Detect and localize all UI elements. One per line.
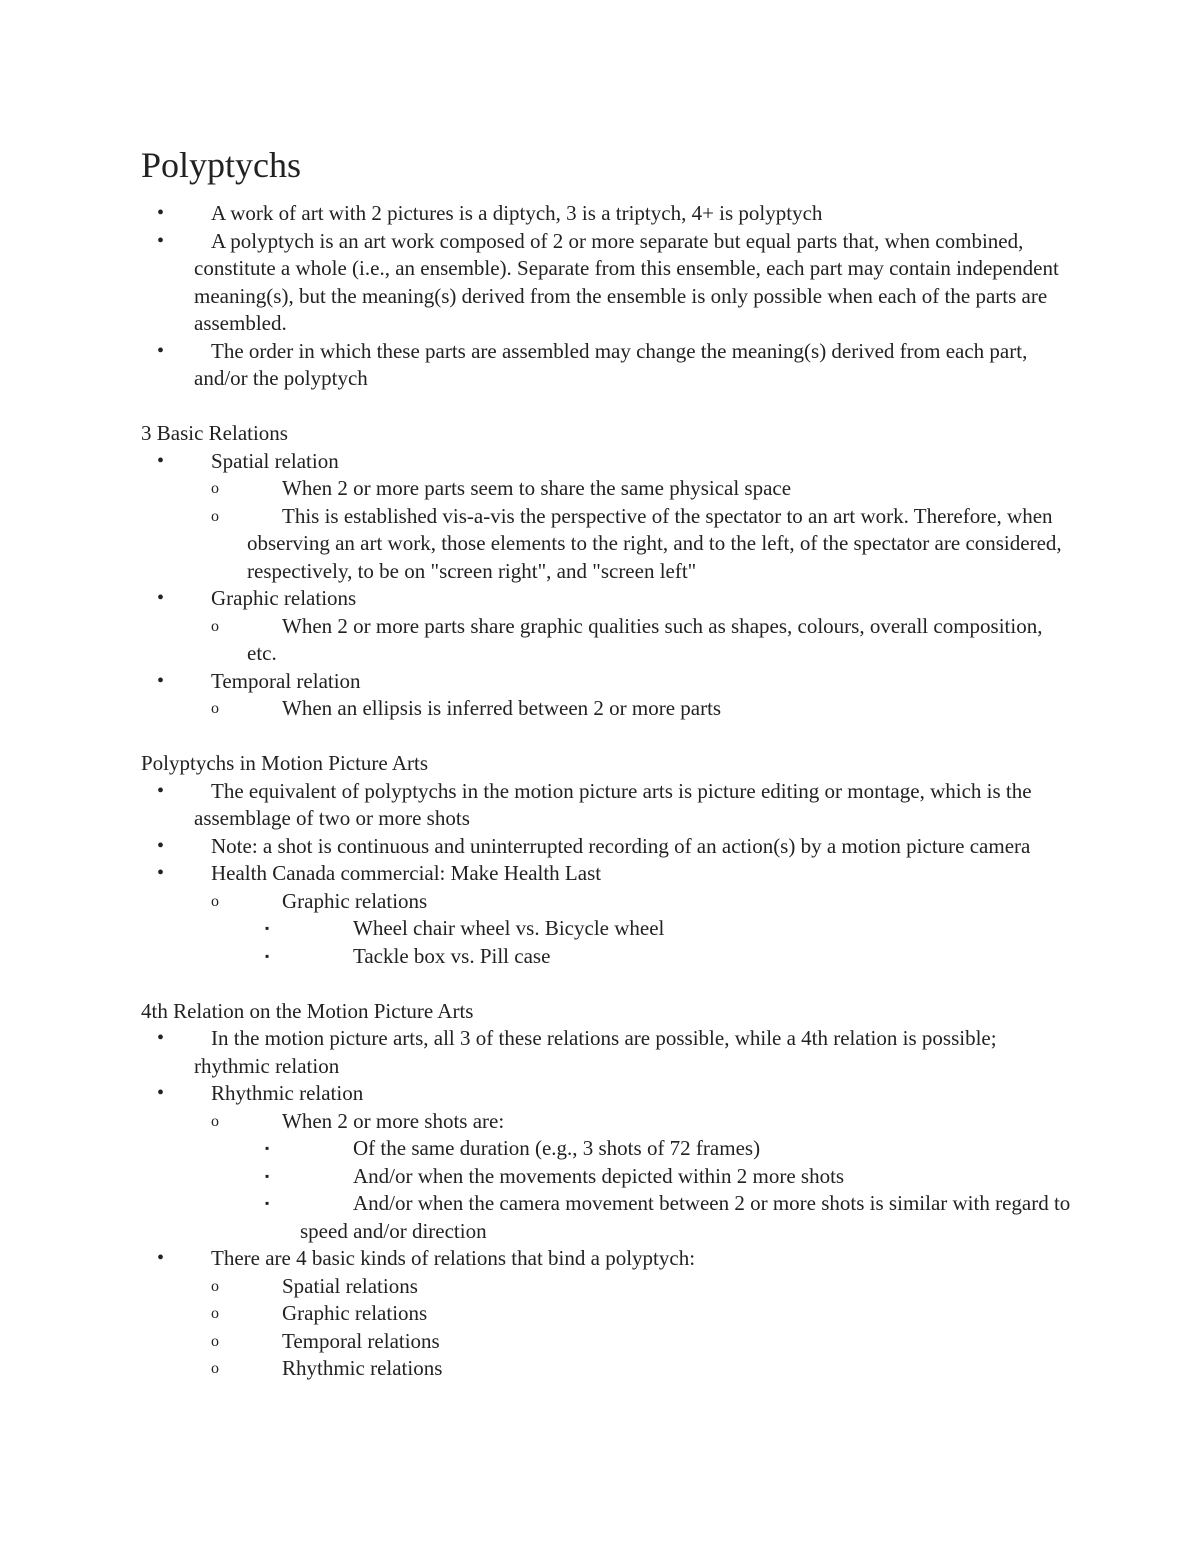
list-item (141, 1190, 1071, 1245)
bullet-icon: • (157, 1082, 165, 1104)
circle-bullet-icon: o (211, 1277, 219, 1295)
bullet-icon: • (157, 339, 165, 362)
list-item (141, 915, 1071, 943)
list-item-text: Temporal relations (282, 1328, 440, 1353)
bullet-icon: • (157, 669, 165, 692)
rhythmic-sublist (141, 1108, 1071, 1246)
bullet-icon: • (157, 779, 165, 802)
section-spacer (141, 723, 1071, 751)
sublist-container (141, 695, 1071, 723)
list-item (141, 695, 1071, 723)
temporal-sublist (141, 695, 1071, 723)
intro-list (141, 200, 1071, 393)
bullet-icon: • (157, 229, 165, 252)
list-item (141, 778, 1071, 833)
sublist-container (141, 888, 1071, 971)
list-item (141, 613, 1071, 668)
circle-bullet-icon: o (211, 700, 219, 717)
motion-picture-list (141, 778, 1071, 971)
document-title: Polyptychs (141, 145, 302, 185)
list-item (141, 448, 1071, 476)
list-item (141, 475, 1071, 503)
square-bullet-icon: ▪ (265, 1168, 270, 1183)
list-item (141, 1355, 1071, 1383)
list-item (141, 1300, 1071, 1328)
list-item-text: Spatial relations (282, 1273, 418, 1298)
circle-bullet-icon: o (211, 1305, 219, 1322)
circle-bullet-icon: o (211, 1360, 219, 1377)
list-item-text: When 2 or more shots are: (282, 1108, 505, 1133)
list-item-text: Rhythmic relations (282, 1356, 443, 1380)
document-page (141, 138, 1071, 1383)
list-item-text: When an ellipsis is inferred between 2 or more parts (282, 696, 722, 720)
commercial-sublist (141, 888, 1071, 971)
graphic-sublist (141, 613, 1071, 668)
list-item (141, 860, 1071, 888)
list-item-text: This is established vis-a-vis the perspective of the spectator to an art work. Therefore, when observing an art work, those elements to the right, and to the left, of the spectator are considered, respectively, to be on "screen right", and "screen left" (247, 503, 1062, 583)
list-item (141, 943, 1071, 971)
list-item-text: There are 4 basic kinds of relations that bind a polyptych: (211, 1246, 696, 1270)
list-item (141, 1108, 1071, 1136)
circle-bullet-icon: o (211, 480, 219, 497)
list-item (141, 668, 1071, 696)
list-item (141, 833, 1071, 861)
list-item-text: Graphic relations (282, 888, 428, 913)
sublist-container (141, 1273, 1071, 1383)
list-item-text: And/or when the movements depicted within 2 more shots (353, 1163, 845, 1188)
square-bullet-icon: ▪ (265, 1196, 270, 1210)
circle-bullet-icon: o (211, 617, 219, 635)
bullet-icon: • (157, 1027, 165, 1049)
spatial-sublist (141, 475, 1071, 585)
section-spacer (141, 970, 1071, 998)
bullet-icon: • (157, 587, 165, 609)
bullet-icon: • (157, 834, 165, 857)
sublist-container (141, 915, 1071, 970)
list-item-text: Graphic relations (211, 586, 357, 610)
list-item (141, 228, 1071, 338)
list-item (141, 200, 1071, 228)
list-item (141, 1135, 1071, 1163)
section-spacer (141, 393, 1071, 421)
list-item-text: Health Canada commercial: Make Health Last (211, 861, 602, 885)
graphic-examples-sublist (141, 915, 1071, 970)
list-item-text: Wheel chair wheel vs. Bicycle wheel (353, 916, 665, 940)
list-item (141, 1025, 1071, 1080)
list-item (141, 1273, 1071, 1301)
list-item-text: In the motion picture arts, all 3 of these relations are possible, while a 4th relation is possible; rhythmic relation (194, 1026, 997, 1078)
list-item (141, 503, 1071, 586)
circle-bullet-icon: o (211, 507, 219, 525)
basic-relations-list (141, 448, 1071, 723)
bullet-icon: • (157, 1247, 165, 1269)
fourth-relation-list (141, 1025, 1071, 1383)
circle-bullet-icon: o (211, 892, 219, 910)
list-item-text: Rhythmic relation (211, 1081, 364, 1105)
rhythmic-conditions-sublist (141, 1135, 1071, 1245)
list-item-text: A polyptych is an art work composed of 2 or more separate but equal parts that, when combined, constitute a whole (i.e., an ensemble). Separate from this ensemble, each part may contain independent meaning(s), but the meaning(s) derived from the ensemble is only possible when each of the parts are assembled. (194, 228, 1059, 335)
circle-bullet-icon: o (211, 1332, 219, 1350)
list-item-text: Temporal relation (211, 668, 361, 693)
list-item-text: Tackle box vs. Pill case (353, 943, 551, 968)
bullet-icon: • (157, 862, 165, 884)
list-item-text: Of the same duration (e.g., 3 shots of 72 frames) (353, 1136, 761, 1160)
list-item-text: Graphic relations (282, 1301, 428, 1325)
list-item (141, 888, 1071, 916)
bullet-icon: • (157, 449, 165, 472)
list-item (141, 338, 1071, 393)
section-heading-fourth-relation: 4th Relation on the Motion Picture Arts (141, 998, 474, 1023)
list-item (141, 1328, 1071, 1356)
bullet-icon: • (157, 202, 165, 224)
list-item (141, 585, 1071, 613)
section-heading-basic-relations: 3 Basic Relations (141, 421, 288, 445)
relation-kinds-sublist (141, 1273, 1071, 1383)
list-item (141, 1245, 1071, 1273)
list-item-text: Spatial relation (211, 448, 339, 473)
sublist-container (141, 1135, 1071, 1245)
list-item-text: And/or when the camera movement between 2 or more shots is similar with regard to speed and/or direction (300, 1191, 1071, 1243)
list-item-text: The equivalent of polyptychs in the motion picture arts is picture editing or montage, which is the assemblage of two or more shots (194, 778, 1032, 830)
list-item-text: When 2 or more parts share graphic qualities such as shapes, colours, overall composition, etc. (247, 613, 1043, 665)
list-item (141, 1163, 1071, 1191)
square-bullet-icon: ▪ (265, 921, 270, 935)
sublist-container (141, 475, 1071, 585)
list-item-text: Note: a shot is continuous and uninterrupted recording of an action(s) by a motion picture camera (211, 833, 1031, 858)
square-bullet-icon: ▪ (265, 948, 270, 963)
list-item-text: A work of art with 2 pictures is a diptych, 3 is a triptych, 4+ is polyptych (211, 201, 823, 225)
list-item-text: When 2 or more parts seem to share the same physical space (282, 476, 792, 500)
circle-bullet-icon: o (211, 1112, 219, 1130)
sublist-container (141, 1108, 1071, 1246)
square-bullet-icon: ▪ (265, 1141, 270, 1155)
sublist-container (141, 613, 1071, 668)
list-item-text: The order in which these parts are assembled may change the meaning(s) derived from each part, and/or the polyptych (194, 338, 1028, 390)
list-item (141, 1080, 1071, 1108)
section-heading-motion-picture: Polyptychs in Motion Picture Arts (141, 751, 429, 775)
